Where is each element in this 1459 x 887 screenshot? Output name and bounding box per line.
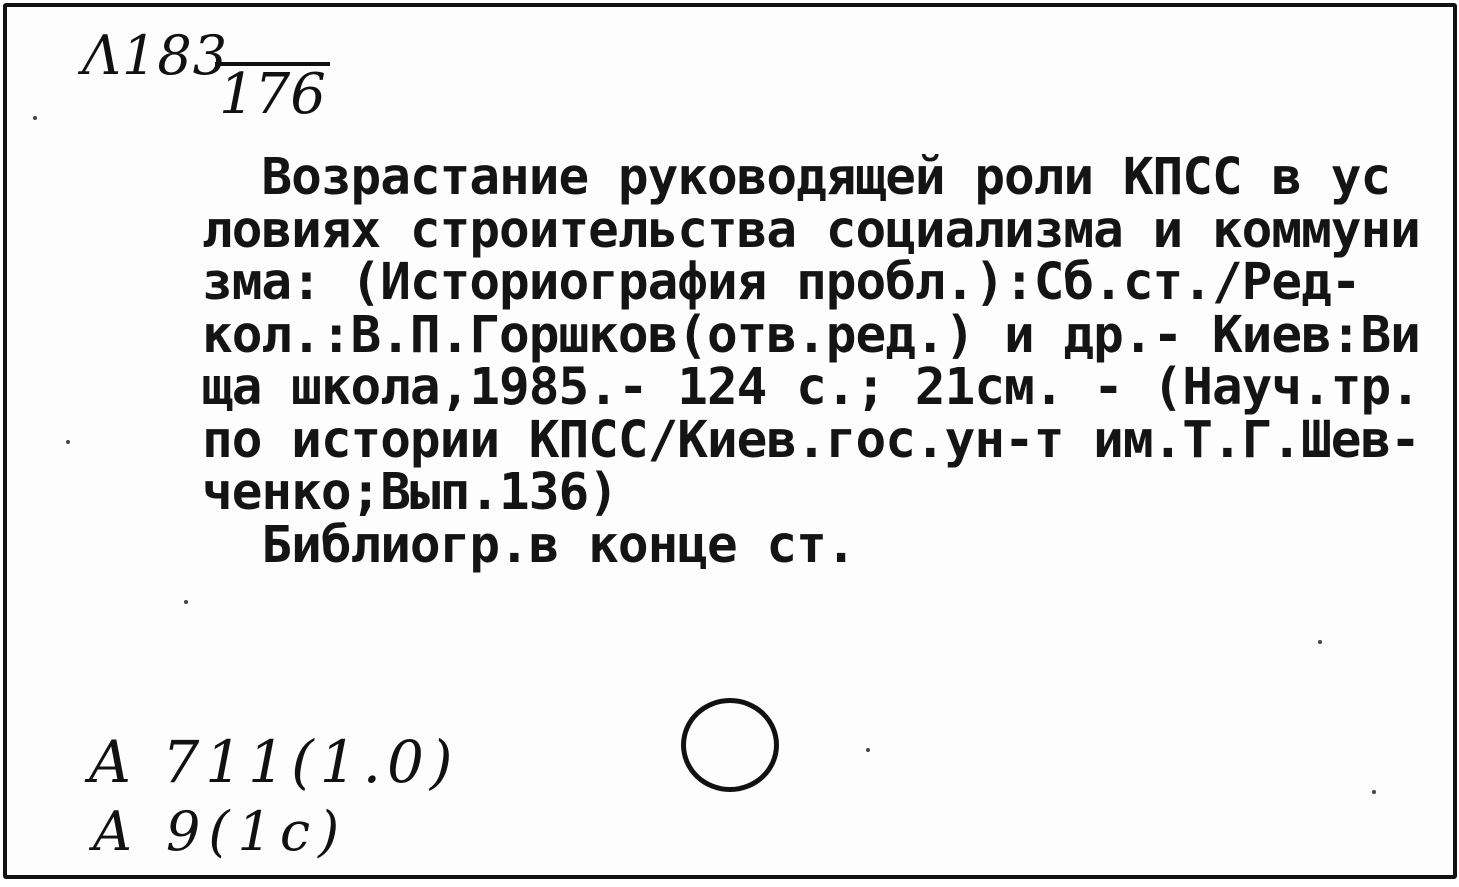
accession-note: А 711(1.0) xyxy=(88,728,459,796)
speck xyxy=(184,600,188,604)
speck xyxy=(866,748,870,752)
punch-hole xyxy=(681,698,779,792)
call-number-sub: 176 xyxy=(215,62,330,125)
accession-note: А 9(1с) xyxy=(92,800,348,863)
bibliographic-description: Возрастание руководящей роли КПСС в ус ловиях строительства социализма и коммуни зма: (Историография пробл.):Сб.ст./Ред- кол.:В.П.Горшков(отв.ред.) и др.- Киев:Ви ща школа,1985.- 124 с.; 21см. - (Науч.тр. по истории КПСС/Киев.гос.ун-т им.Т.Г.Шев- ченко;Вып.136) Библиогр.в конце ст. xyxy=(202,148,1420,575)
speck xyxy=(66,440,70,444)
speck xyxy=(1318,640,1322,644)
speck xyxy=(1372,790,1376,794)
call-number-main: Λ183 xyxy=(82,24,229,87)
speck xyxy=(33,116,37,120)
